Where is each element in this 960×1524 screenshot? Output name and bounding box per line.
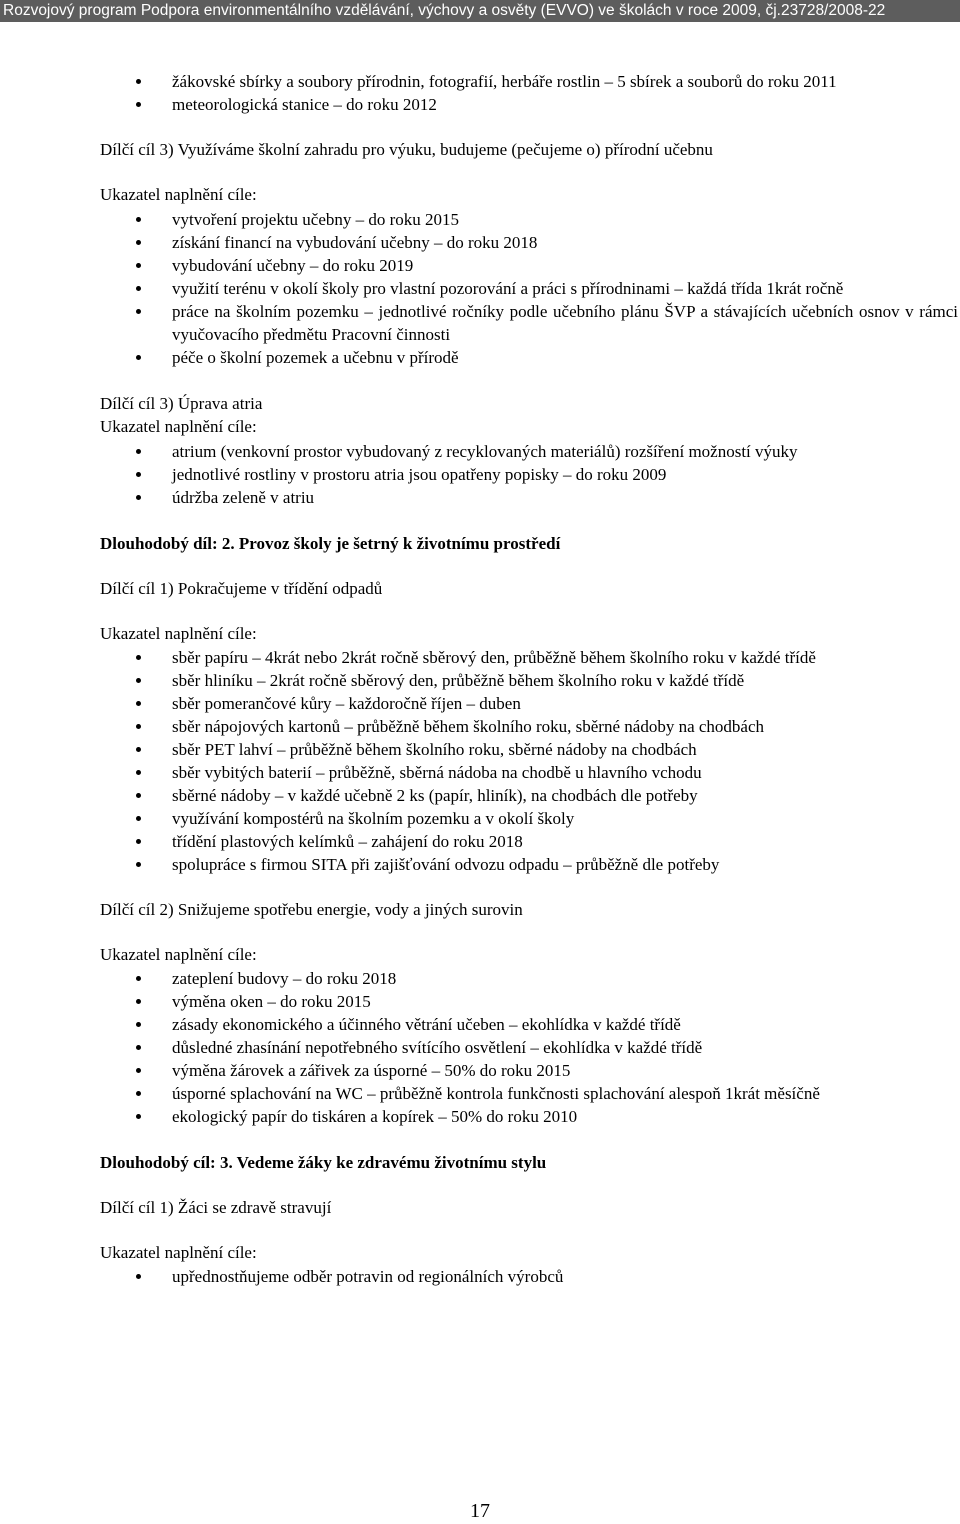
list-item: sběr pomerančové kůry – každoročně říjen – duben	[100, 692, 958, 715]
list-item: výměna oken – do roku 2015	[100, 990, 958, 1013]
subgoal-heading: Dílčí cíl 1) Žáci se zdravě stravují	[100, 1198, 332, 1217]
subgoal-heading: Dílčí cíl 3) Úprava atria	[100, 394, 263, 413]
list-item: ekologický papír do tiskáren a kopírek – 50% do roku 2010	[100, 1105, 958, 1128]
subgoal-heading: Dílčí cíl 1) Pokračujeme v třídění odpadů	[100, 579, 383, 598]
indicator-label: Ukazatel naplnění cíle:	[100, 624, 257, 643]
list-item: sběr nápojových kartonů – průběžně během školního roku, sběrné nádoby na chodbách	[100, 715, 958, 738]
list-item: meteorologická stanice – do roku 2012	[100, 93, 958, 116]
list-item: sběrné nádoby – v každé učebně 2 ks (papír, hliník), na chodbách dle potřeby	[100, 784, 958, 807]
list-item: využívání kompostérů na školním pozemku a v okolí školy	[100, 807, 958, 830]
long-term-goal-heading: Dlouhodobý díl: 2. Provoz školy je šetrný k životnímu prostředí	[100, 534, 561, 553]
list-item: využití terénu v okolí školy pro vlastní pozorování a práci s přírodninami – každá třída 1krát ročně	[100, 277, 958, 300]
indicator-label: Ukazatel naplnění cíle:	[100, 945, 257, 964]
indicator-label: Ukazatel naplnění cíle:	[100, 1243, 257, 1262]
bullet-list	[100, 646, 958, 876]
bullet-list	[100, 967, 958, 1128]
bullet-list	[100, 70, 958, 116]
bullet-list	[100, 1265, 958, 1288]
list-item: jednotlivé rostliny v prostoru atria jsou opatřeny popisky – do roku 2009	[100, 463, 958, 486]
list-item: důsledné zhasínání nepotřebného svítícího osvětlení – ekohlídka v každé třídě	[100, 1036, 958, 1059]
list-item: vybudování učebny – do roku 2019	[100, 254, 958, 277]
document-header: Rozvojový program Podpora environmentálního vzdělávání, výchovy a osvěty (EVVO) ve školách v roce 2009, čj.23728/2008-22	[0, 0, 960, 22]
document-body	[100, 70, 958, 1288]
list-item: sběr vybitých baterií – průběžně, sběrná nádoba na chodbě u hlavního vchodu	[100, 761, 958, 784]
bullet-list	[100, 208, 958, 369]
list-item: sběr papíru – 4krát nebo 2krát ročně sběrový den, průběžně během školního roku v každé třídě	[100, 646, 958, 669]
long-term-goal-heading: Dlouhodobý cíl: 3. Vedeme žáky ke zdravému životnímu stylu	[100, 1153, 547, 1172]
list-item: vytvoření projektu učebny – do roku 2015	[100, 208, 958, 231]
list-item: spolupráce s firmou SITA při zajišťování odvozu odpadu – průběžně dle potřeby	[100, 853, 958, 876]
page-number: 17	[470, 1500, 490, 1522]
subgoal-heading: Dílčí cíl 3) Využíváme školní zahradu pro výuku, budujeme (pečujeme o) přírodní učebnu	[100, 140, 713, 159]
list-item: atrium (venkovní prostor vybudovaný z recyklovaných materiálů) rozšíření možností výuky	[100, 440, 958, 463]
bullet-list	[100, 440, 958, 509]
indicator-label: Ukazatel naplnění cíle:	[100, 185, 257, 204]
list-item: zateplení budovy – do roku 2018	[100, 967, 958, 990]
subgoal-heading: Dílčí cíl 2) Snižujeme spotřebu energie, vody a jiných surovin	[100, 900, 523, 919]
list-item: získání financí na vybudování učebny – do roku 2018	[100, 231, 958, 254]
list-item: žákovské sbírky a soubory přírodnin, fotografií, herbáře rostlin – 5 sbírek a souborů do roku 2011	[100, 70, 958, 93]
list-item: upřednostňujeme odběr potravin od regionálních výrobců	[100, 1265, 958, 1288]
list-item: údržba zeleně v atriu	[100, 486, 958, 509]
list-item: sběr PET lahví – průběžně během školního roku, sběrné nádoby na chodbách	[100, 738, 958, 761]
list-item: třídění plastových kelímků – zahájení do roku 2018	[100, 830, 958, 853]
list-item: zásady ekonomického a účinného větrání učeben – ekohlídka v každé třídě	[100, 1013, 958, 1036]
list-item: práce na školním pozemku – jednotlivé ročníky podle učebního plánu ŠVP a stávajících učebních osnov v rámci vyučovacího předmětu Pracovní činnosti	[100, 300, 958, 346]
list-item: výměna žárovek a zářivek za úsporné – 50% do roku 2015	[100, 1059, 958, 1082]
indicator-label: Ukazatel naplnění cíle:	[100, 417, 257, 436]
list-item: úsporné splachování na WC – průběžně kontrola funkčnosti splachování alespoň 1krát měsíčně	[100, 1082, 958, 1105]
list-item: sběr hliníku – 2krát ročně sběrový den, průběžně během školního roku v každé třídě	[100, 669, 958, 692]
list-item: péče o školní pozemek a učebnu v přírodě	[100, 346, 958, 369]
